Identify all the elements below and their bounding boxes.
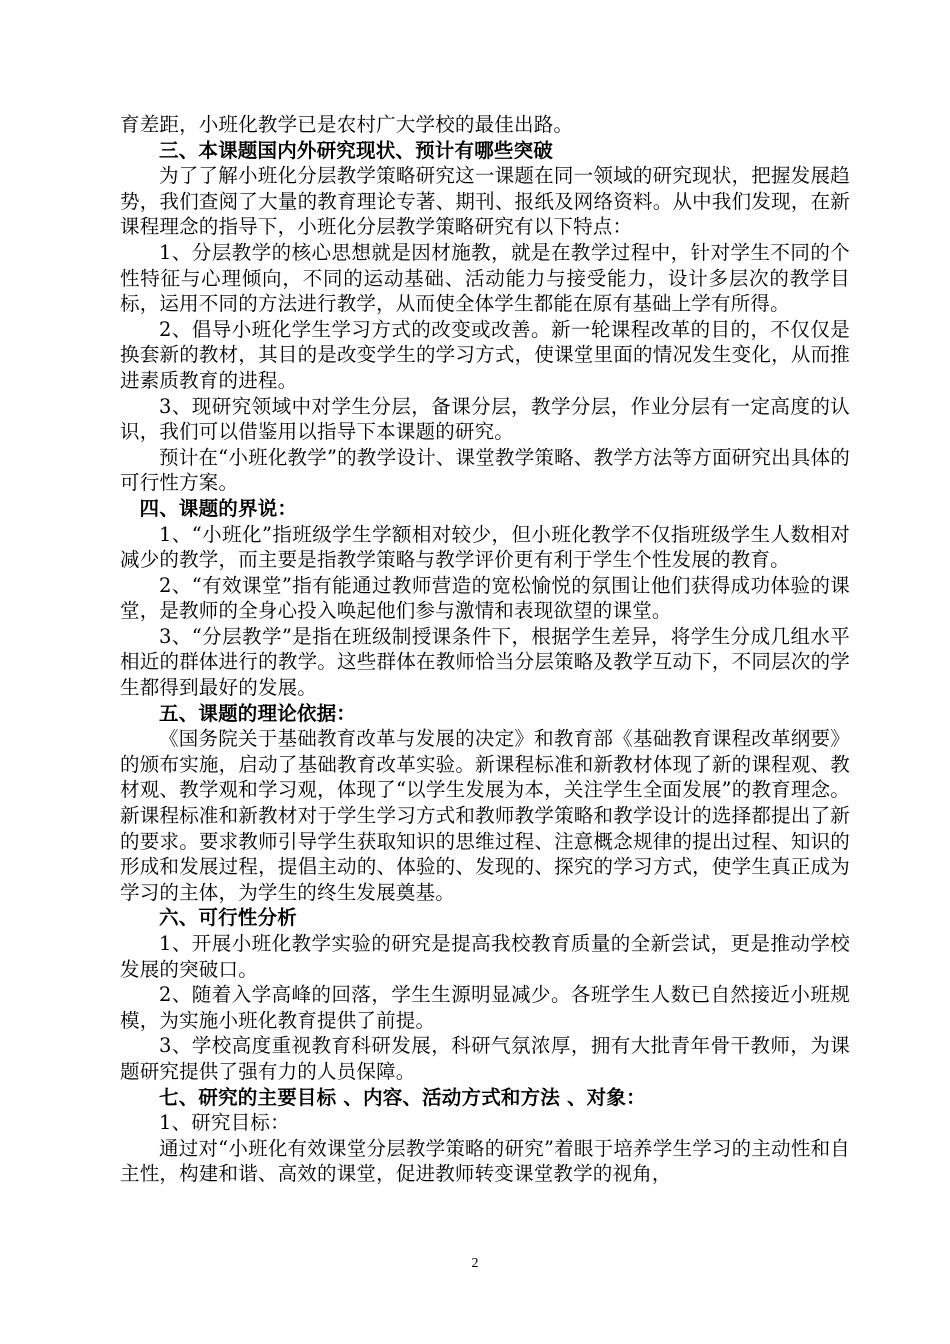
section-heading-3: 三、本课题国内外研究现状、预计有哪些突破 xyxy=(159,138,554,162)
paragraph: 3、“分层教学”是指在班级制授课条件下，根据学生差异，将学生分成几组水平相近的群体进行的教学。这些群体在教师恰当分层策略及教学互动下，不同层次的学生都得到最好的发展。 xyxy=(120,624,850,700)
paragraph: 1、“小班化”指班级学生学额相对较少，但小班化教学不仅指班级学生人数相对减少的教学，而主要是指教学策略与教学评价更有利于学生个性发展的教育。 xyxy=(120,522,850,572)
paragraph: 1、研究目标： xyxy=(159,1111,290,1135)
document-body xyxy=(120,112,850,1187)
paragraph: 2、随着入学高峰的回落，学生生源明显减少。各班学生人数已自然接近小班规模，为实施小班化教育提供了前提。 xyxy=(120,983,850,1032)
paragraph: 1、分层教学的核心思想就是因材施教，就是在教学过程中，针对学生不同的个性特征与心理倾向，不同的运动基础、活动能力与接受能力，设计多层次的教学目标，运用不同的方法进行教学，从而使全体学生都能在原有基础上学有所得。 xyxy=(120,240,850,316)
paragraph: 1、开展小班化教学实验的研究是提高我校教育质量的全新尝试，更是推动学校发展的突破口。 xyxy=(120,932,850,981)
paragraph: 《国务院关于基础教育改革与发展的决定》和教育部《基础教育课程改革纲要》的颁布实施，启动了基础教育改革实验。新课程标准和新教材体现了新的课程观、教材观、教学观和学习观，体现了“以学生发展为本，关注学生全面发展”的教育理念。新课程标准和新教材对于学生学习方式和教师教学策略和教学设计的选择都提出了新的要求。要求教师引导学生获取知识的思维过程、注意概念规律的提出过程、知识的形成和发展过程，提倡主动的、体验的、发现的、探究的学习方式，使学生真正成为学习的主体，为学生的终生发展奠基。 xyxy=(120,727,850,904)
paragraph: 3、现研究领域中对学生分层，备课分层，教学分层，作业分层有一定高度的认识，我们可以借鉴用以指导下本课题的研究。 xyxy=(120,394,850,444)
page-number: 2 xyxy=(471,1256,479,1271)
section-heading-4: 四、课题的界说： xyxy=(139,496,298,520)
paragraph: 通过对“小班化有效课堂分层教学策略的研究”着眼于培养学生学习的主动性和自主性，构建和谐、高效的课堂，促进教师转变课堂教学的视角， xyxy=(120,1136,850,1186)
section-heading-5: 五、课题的理论依据： xyxy=(159,701,357,725)
paragraph: 2、“有效课堂”指有能通过教师营造的宽松愉悦的氛围让他们获得成功体验的课堂，是教师的全身心投入唤起他们参与激情和表现欲望的课堂。 xyxy=(120,573,850,623)
paragraph: 3、学校高度重视教育科研发展，科研气氛浓厚，拥有大批青年骨干教师，为课题研究提供了强有力的人员保障。 xyxy=(120,1034,850,1083)
paragraph: 预计在“小班化教学”的教学设计、课堂教学策略、教学方法等方面研究出具体的可行性方案。 xyxy=(120,445,850,495)
paragraph-continuation: 育差距，小班化教学已是农村广大学校的最佳出路。 xyxy=(120,113,574,136)
paragraph: 为了了解小班化分层教学策略研究这一课题在同一领域的研究现状，把握发展趋势，我们查阅了大量的教育理论专著、期刊、报纸及网络资料。从中我们发现，在新课程理念的指导下，小班化分层教学策略研究有以下特点： xyxy=(120,164,850,239)
section-heading-6: 六、可行性分析 xyxy=(159,906,297,930)
paragraph: 2、倡导小班化学生学习方式的改变或改善。新一轮课程改革的目的，不仅仅是换套新的教材，其目的是改变学生的学习方式，使课堂里面的情况发生变化，从而推进素质教育的进程。 xyxy=(120,317,850,392)
section-heading-7: 七、研究的主要目标 、内容、活动方式和方法 、对象： xyxy=(159,1085,646,1109)
